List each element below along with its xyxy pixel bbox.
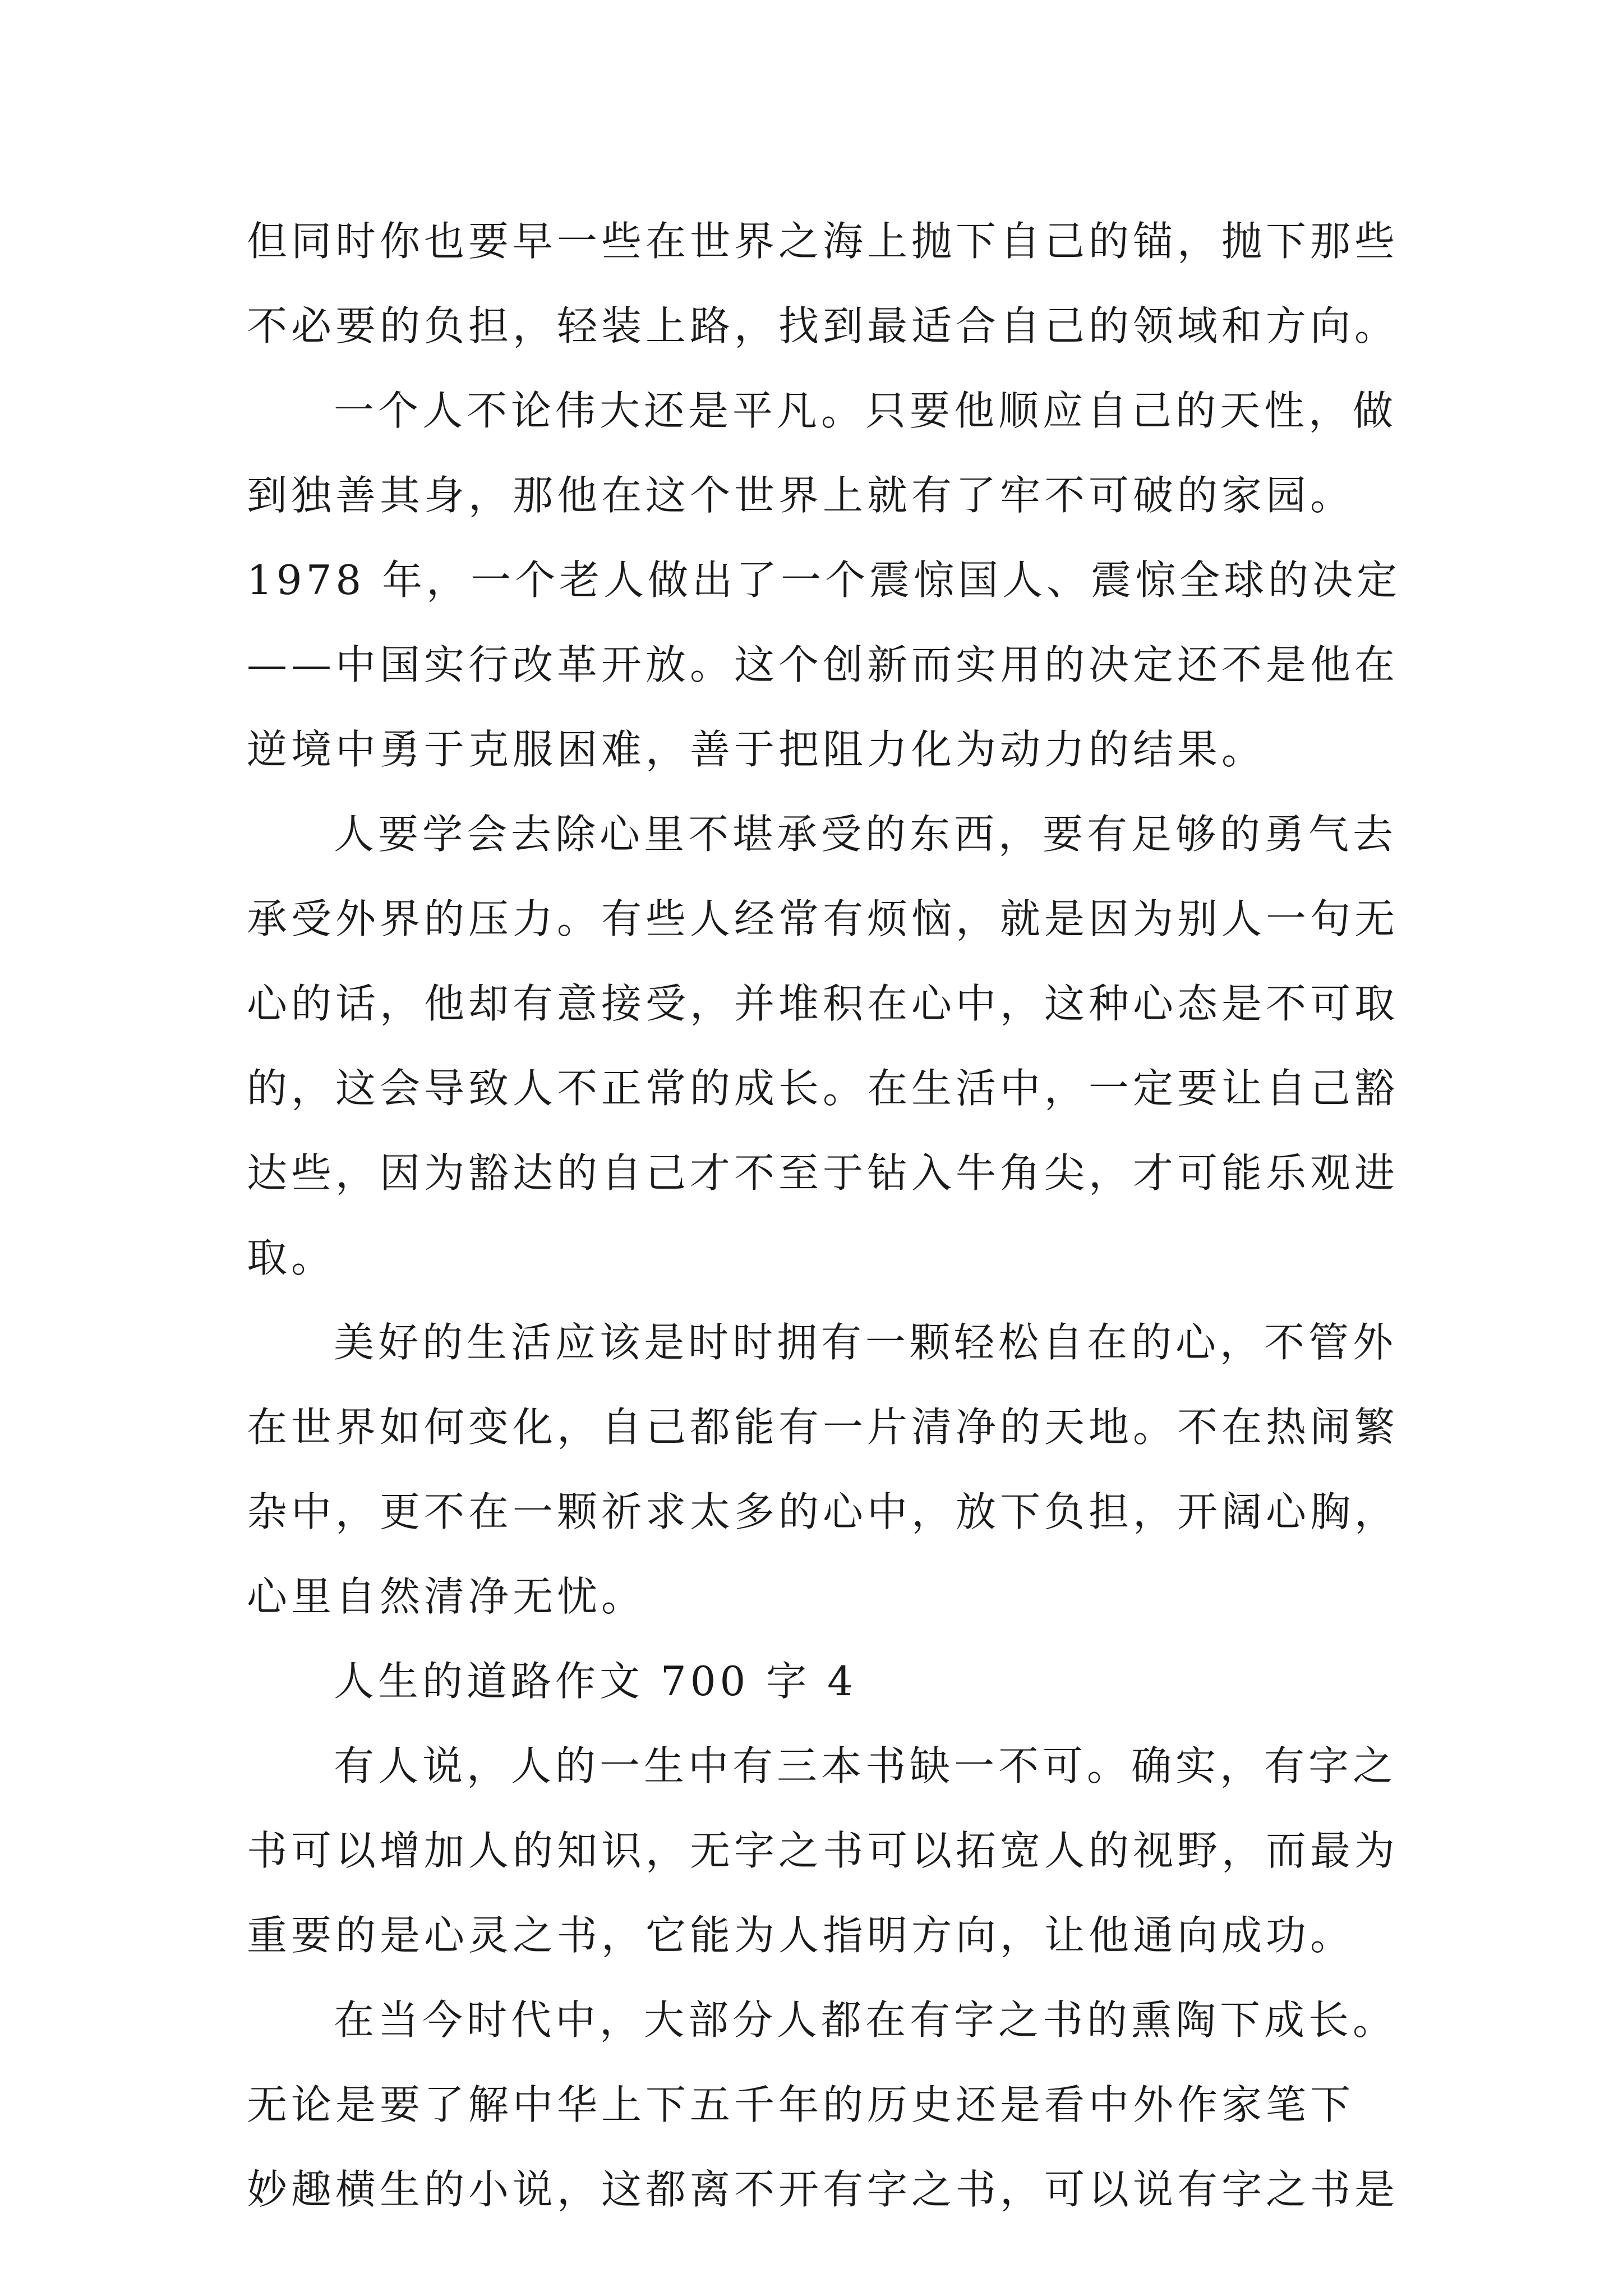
text-line: 在当今时代中，大部分人都在有字之书的熏陶下成长。 — [334, 1996, 1398, 2044]
text-line: 在世界如何变化，自己都能有一片清净的天地。不在热闹繁 — [247, 1404, 1399, 1451]
text-line: 无论是要了解中华上下五千年的历史还是看中外作家笔下 — [247, 2081, 1355, 2128]
document-body — [247, 199, 1413, 2232]
text-line: 人生的道路作文 700 字 4 — [334, 1658, 857, 1705]
text-line: 的，这会导致人不正常的成长。在生活中，一定要让自己豁 — [247, 1065, 1399, 1112]
text-line: 承受外界的压力。有些人经常有烦恼，就是因为别人一句无 — [247, 895, 1399, 942]
text-line: 到独善其身，那他在这个世界上就有了牢不可破的家园。 — [247, 472, 1355, 519]
text-line: 杂中，更不在一颗祈求太多的心中，放下负担，开阔心胸， — [247, 1488, 1399, 1535]
text-line: 但同时你也要早一些在世界之海上抛下自己的锚，抛下那些 — [247, 218, 1399, 265]
text-line: ——中国实行改革开放。这个创新而实用的决定还不是他在 — [247, 641, 1399, 688]
text-line: 1978 年，一个老人做出了一个震惊国人、震惊全球的决定 — [247, 556, 1401, 604]
text-line: 取。 — [247, 1234, 336, 1281]
text-line: 美好的生活应该是时时拥有一颗轻松自在的心，不管外 — [334, 1319, 1398, 1366]
text-line: 心里自然清净无忧。 — [247, 1573, 646, 1620]
text-line: 达些，因为豁达的自己才不至于钻入牛角尖，才可能乐观进 — [247, 1149, 1399, 1197]
text-line: 有人说，人的一生中有三本书缺一不可。确实，有字之 — [334, 1742, 1398, 1789]
text-line: 心的话，他却有意接受，并堆积在心中，这种心态是不可取 — [247, 980, 1399, 1027]
text-line: 一个人不论伟大还是平凡。只要他顺应自己的天性，做 — [334, 387, 1398, 434]
text-line: 重要的是心灵之书，它能为人指明方向，让他通向成功。 — [247, 1912, 1355, 1959]
text-line: 人要学会去除心里不堪承受的东西，要有足够的勇气去 — [334, 811, 1398, 858]
text-line: 逆境中勇于克服困难，善于把阻力化为动力的结果。 — [247, 726, 1266, 773]
text-line: 妙趣横生的小说，这都离不开有字之书，可以说有字之书是 — [247, 2166, 1399, 2213]
text-line: 书可以增加人的知识，无字之书可以拓宽人的视野，而最为 — [247, 1827, 1399, 1874]
text-line: 不必要的负担，轻装上路，找到最适合自己的领域和方向。 — [247, 302, 1399, 349]
